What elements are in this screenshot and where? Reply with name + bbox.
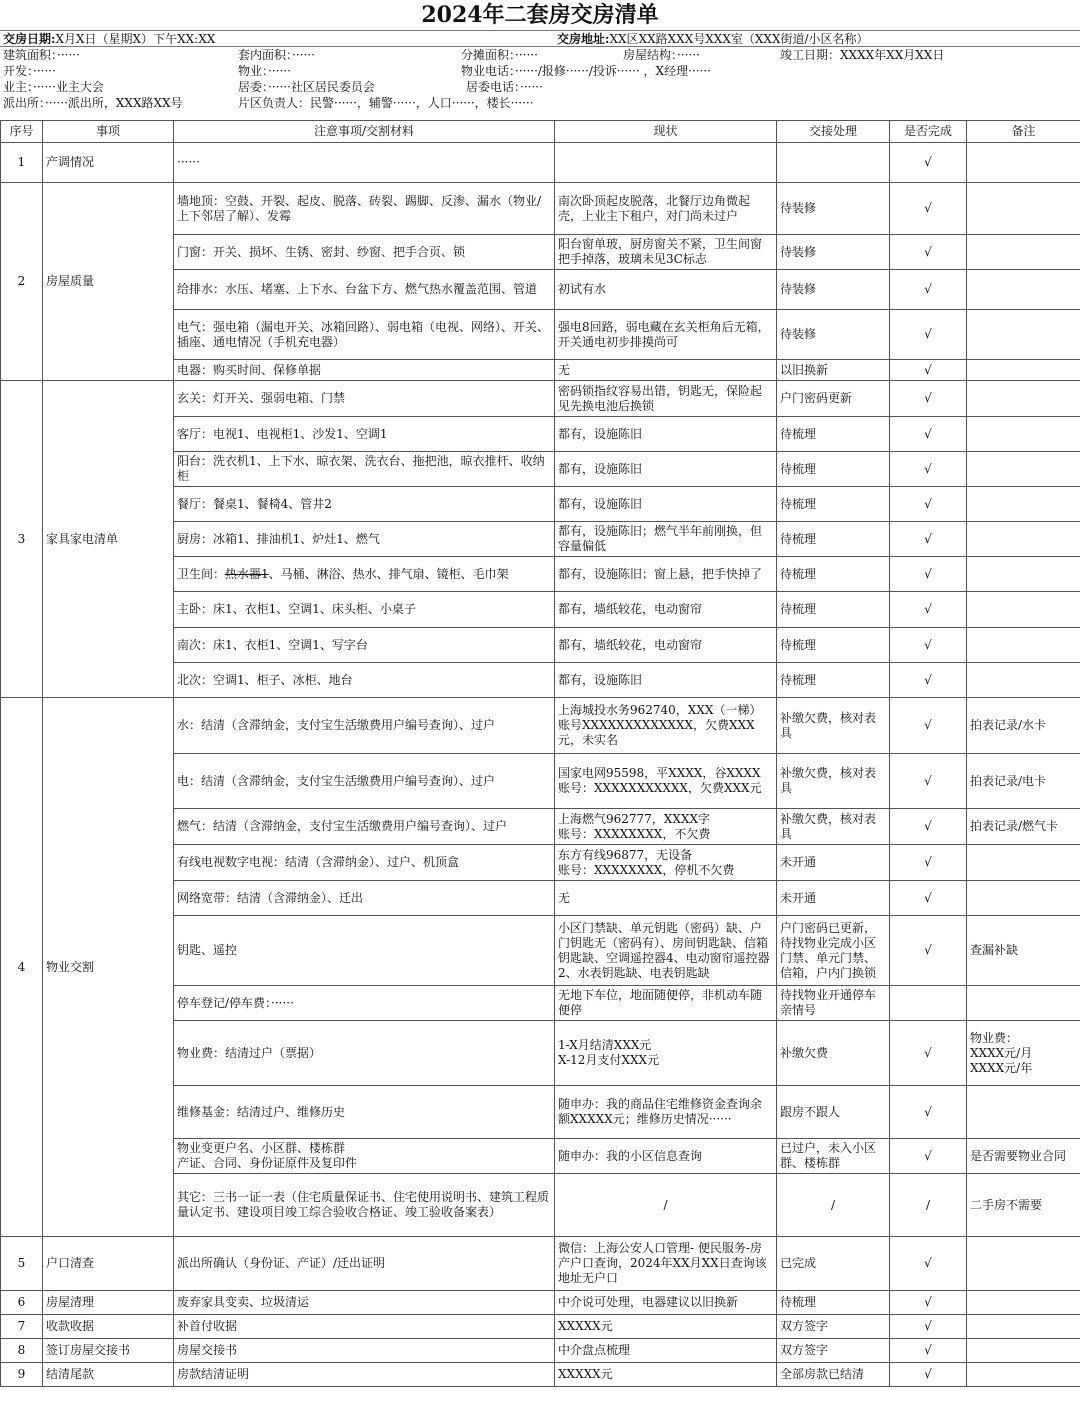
- material-cell: 给排水：水压、堵塞、上下水、台盆下方、燃气热水覆盖范围、管道: [174, 270, 555, 310]
- status-cell: 强电8回路，弱电藏在玄关柜角后无箱，开关通电初步排摸尚可: [555, 310, 777, 360]
- table-body: [1, 143, 1080, 1387]
- material-cell: 北次：空调1、柜子、冰柜、地台: [174, 663, 555, 698]
- status-cell: 无: [555, 360, 777, 381]
- note-cell: [967, 845, 1080, 881]
- action-cell: 待梳理: [777, 592, 890, 628]
- action-cell: 以旧换新: [777, 360, 890, 381]
- section-item: 结清尾款: [43, 1363, 174, 1387]
- note-cell: [967, 417, 1080, 452]
- col-header-no: 序号: [1, 121, 43, 143]
- section-item: 家具家电清单: [43, 381, 174, 698]
- action-cell: 已完成: [777, 1237, 890, 1291]
- action-cell: 待装修: [777, 310, 890, 360]
- action-cell: 已过户，未入小区群、楼栋群: [777, 1139, 890, 1174]
- material-cell: 燃气：结清（含滞纳金，支付宝生活缴费用户编号查询）、过户: [174, 809, 555, 845]
- action-cell: /: [777, 1174, 890, 1237]
- material-cell: 厨房：冰箱1、排油机1、炉灶1、燃气: [174, 522, 555, 557]
- done-cell: √: [890, 1291, 967, 1315]
- inner-area: 套内面积：······: [238, 48, 315, 62]
- action-cell: 待梳理: [777, 487, 890, 522]
- section-item: 房屋清理: [43, 1291, 174, 1315]
- action-cell: 未开通: [777, 845, 890, 881]
- note-cell: [967, 310, 1080, 360]
- note-cell: [967, 522, 1080, 557]
- done-cell: √: [890, 1139, 967, 1174]
- material-cell: 废弃家具变卖、垃圾清运: [174, 1291, 555, 1315]
- section-number: 4: [1, 698, 43, 1237]
- section-item: 物业交割: [43, 698, 174, 1237]
- material-cell: 门窗：开关、损坏、生锈、密封、纱窗、把手合页、锁: [174, 235, 555, 270]
- section-item: 户口清查: [43, 1237, 174, 1291]
- material-cell: 派出所确认（身份证、产证）/迁出证明: [174, 1237, 555, 1291]
- table-row: [1, 698, 1080, 754]
- section-item: 签订房屋交接书: [43, 1339, 174, 1363]
- section-number: 1: [1, 143, 43, 183]
- done-cell: √: [890, 1021, 967, 1086]
- col-header-note: 备注: [967, 121, 1080, 143]
- note-cell: 查漏补缺: [967, 916, 1080, 986]
- action-cell: 待装修: [777, 235, 890, 270]
- section-number: 2: [1, 183, 43, 381]
- done-cell: √: [890, 557, 967, 592]
- done-cell: √: [890, 183, 967, 235]
- status-cell: 都有，设施陈旧；燃气半年前刚换，但容量偏低: [555, 522, 777, 557]
- table-row: [1, 381, 1080, 417]
- status-cell: 阳台窗单玻，厨房窗关不紧，卫生间窗把手掉落，玻璃未见3C标志: [555, 235, 777, 270]
- done-cell: /: [890, 1174, 967, 1237]
- note-cell: [967, 592, 1080, 628]
- note-cell: 拍表记录/燃气卡: [967, 809, 1080, 845]
- status-cell: 都有，设施陈旧: [555, 487, 777, 522]
- status-cell: 1-X月结清XXX元 X-12月支付XXX元: [555, 1021, 777, 1086]
- status-cell: 国家电网95598，平XXXX，谷XXXX 账号：XXXXXXXXXXX，欠费XXX元: [555, 754, 777, 809]
- action-cell: 户门密码更新: [777, 381, 890, 417]
- table-row: [1, 1339, 1080, 1363]
- section-number: 9: [1, 1363, 43, 1387]
- status-cell: 东方有线96877，无设备 账号：XXXXXXXX，停机不欠费: [555, 845, 777, 881]
- done-cell: √: [890, 270, 967, 310]
- material-cell: 其它：三书一证一表（住宅质量保证书、住宅使用说明书、建筑工程质量认定书、建设项目竣工综合验收合格证、竣工验收备案表）: [174, 1174, 555, 1237]
- note-cell: [967, 1363, 1080, 1387]
- section-item: 房屋质量: [43, 183, 174, 381]
- done-cell: √: [890, 845, 967, 881]
- section-number: 7: [1, 1315, 43, 1339]
- note-cell: 拍表记录/电卡: [967, 754, 1080, 809]
- note-cell: [967, 1315, 1080, 1339]
- material-cell: 有线电视数字电视：结清（含滞纳金）、过户、机顶盒: [174, 845, 555, 881]
- action-cell: 待梳理: [777, 663, 890, 698]
- house-structure: 房屋结构：······: [623, 48, 700, 62]
- area-officers: 片区负责人：民警······，辅警······，人口······，楼长······: [238, 96, 534, 110]
- col-header-item: 事项: [43, 121, 174, 143]
- committee-phone: 居委电话：······: [466, 80, 543, 94]
- note-cell: [967, 360, 1080, 381]
- action-cell: 待梳理: [777, 417, 890, 452]
- action-cell: 双方签字: [777, 1315, 890, 1339]
- status-cell: 都有，设施陈旧；窗上悬，把手快掉了: [555, 557, 777, 592]
- done-cell: √: [890, 1237, 967, 1291]
- building-area: 建筑面积：······: [3, 48, 80, 62]
- action-cell: 待梳理: [777, 557, 890, 592]
- material-cell: 客厅：电视1、电视柜1、沙发1、空调1: [174, 417, 555, 452]
- status-cell: /: [555, 1174, 777, 1237]
- status-cell: 上海城投水务962740，XXX（一梯）账号XXXXXXXXXXXXX，欠费XXX元，未实名: [555, 698, 777, 754]
- completion-date: 竣工日期：XXXX年XX月XX日: [780, 48, 945, 62]
- handover-address: [557, 31, 869, 47]
- table-header: [1, 121, 1080, 143]
- status-cell: 南次卧顶起皮脱落，北餐厅边角微起壳，上业主下租户，对门尚未过户: [555, 183, 777, 235]
- status-cell: 微信：上海公安人口管理- 便民服务-房产户口查询，2024年XX月XX日查询该地址无户口: [555, 1237, 777, 1291]
- note-cell: 物业费： XXXX元/月 XXXX元/年: [967, 1021, 1080, 1086]
- material-cell: 补首付收据: [174, 1315, 555, 1339]
- action-cell: 待装修: [777, 270, 890, 310]
- action-cell: 补缴欠费，核对表具: [777, 809, 890, 845]
- material-cell: 物业费：结清过户（票据）: [174, 1021, 555, 1086]
- action-cell: 跟房不跟人: [777, 1086, 890, 1139]
- status-cell: 小区门禁缺、单元钥匙（密码）缺、户门钥匙无（密码有）、房间钥匙缺、信箱钥匙缺、空调遥控器4、电动窗帘遥控器2、水表钥匙缺、电表钥匙缺: [555, 916, 777, 986]
- header-row: [1, 121, 1080, 143]
- status-cell: 都有，设施陈旧: [555, 663, 777, 698]
- note-cell: [967, 986, 1080, 1021]
- table-row: [1, 143, 1080, 183]
- action-cell: 待梳理: [777, 522, 890, 557]
- done-cell: √: [890, 417, 967, 452]
- action-cell: 双方签字: [777, 1339, 890, 1363]
- owner-assembly: 业主：······业主大会: [3, 80, 104, 94]
- action-cell: 待找物业开通停车亲情号: [777, 986, 890, 1021]
- section-number: 8: [1, 1339, 43, 1363]
- material-text: 、马桶、淋浴、热水、排气扇、镜柜、毛巾架: [268, 566, 509, 581]
- note-cell: [967, 1291, 1080, 1315]
- col-header-action: 交接处理: [777, 121, 890, 143]
- material-cell: [174, 557, 555, 592]
- note-cell: [967, 143, 1080, 183]
- note-cell: [967, 235, 1080, 270]
- developer: 开发：······: [3, 64, 56, 78]
- action-cell: 待装修: [777, 183, 890, 235]
- status-cell: 都有，设施陈旧: [555, 452, 777, 487]
- status-cell: XXXXX元: [555, 1363, 777, 1387]
- done-cell: √: [890, 522, 967, 557]
- done-cell: √: [890, 1315, 967, 1339]
- col-header-status: 现状: [555, 121, 777, 143]
- action-cell: 补缴欠费，核对表具: [777, 698, 890, 754]
- done-cell: √: [890, 698, 967, 754]
- done-cell: √: [890, 663, 967, 698]
- note-cell: [967, 663, 1080, 698]
- table-row: [1, 1315, 1080, 1339]
- done-cell: √: [890, 754, 967, 809]
- done-cell: √: [890, 487, 967, 522]
- handover-date: [3, 31, 215, 47]
- page-title: 2024年二套房交房清单: [421, 2, 659, 28]
- done-cell: √: [890, 809, 967, 845]
- handover-address-value: XX区XX路XXX号XXX室（XXX街道/小区名称）: [609, 32, 869, 46]
- action-cell: 户门密码已更新，待找物业完成小区门禁、单元门禁、信箱，户内门换锁: [777, 916, 890, 986]
- handover-date-label: 交房日期:: [3, 32, 56, 46]
- note-cell: [967, 557, 1080, 592]
- note-cell: [967, 452, 1080, 487]
- checklist-table: [0, 120, 1080, 1387]
- handover-address-label: 交房地址:: [557, 32, 610, 46]
- done-cell: √: [890, 235, 967, 270]
- material-cell: ······: [174, 143, 555, 183]
- material-cell: 钥匙、遥控: [174, 916, 555, 986]
- done-cell: √: [890, 628, 967, 663]
- status-cell: 中介说可处理，电器建议以旧换新: [555, 1291, 777, 1315]
- section-number: 6: [1, 1291, 43, 1315]
- material-cell: 主卧：床1、衣柜1、空调1、床头柜、小桌子: [174, 592, 555, 628]
- note-cell: [967, 1237, 1080, 1291]
- property-company: 物业：······: [238, 64, 291, 78]
- material-cell: 阳台：洗衣机1、上下水、晾衣架、洗衣台、拖把池，晾衣推杆、收纳柜: [174, 452, 555, 487]
- material-text: 卫生间：: [177, 566, 226, 581]
- handover-date-value: X月X日（星期X）下午XX:XX: [55, 32, 216, 46]
- note-cell: 是否需要物业合同: [967, 1139, 1080, 1174]
- col-header-done: 是否完成: [890, 121, 967, 143]
- material-cell: 电器：购买时间、保修单据: [174, 360, 555, 381]
- note-cell: [967, 183, 1080, 235]
- status-cell: 都有，墙纸较花，电动窗帘: [555, 592, 777, 628]
- material-cell: 网络宽带：结清（含滞纳金）、迁出: [174, 881, 555, 916]
- section-number: 3: [1, 381, 43, 698]
- note-cell: [967, 270, 1080, 310]
- done-cell: √: [890, 360, 967, 381]
- note-cell: 拍表记录/水卡: [967, 698, 1080, 754]
- action-cell: 未开通: [777, 881, 890, 916]
- material-cell: 物业变更户名、小区群、楼栋群 产证、合同、身份证原件及复印件: [174, 1139, 555, 1174]
- status-cell: 随申办：我的小区信息查询: [555, 1139, 777, 1174]
- material-cell: 电：结清（含滞纳金，支付宝生活缴费用户编号查询）、过户: [174, 754, 555, 809]
- done-cell: √: [890, 1363, 967, 1387]
- property-phone: 物业电话：······/报修······/投诉······ ，X经理······: [461, 64, 711, 78]
- action-cell: 补缴欠费，核对表具: [777, 754, 890, 809]
- done-cell: √: [890, 310, 967, 360]
- material-cell: 停车登记/停车费：······: [174, 986, 555, 1021]
- status-cell: 无地下车位，地面随便停，非机动车随便停: [555, 986, 777, 1021]
- material-cell: 南次：床1、衣柜1、空调1、写字台: [174, 628, 555, 663]
- residents-committee: 居委：······社区居民委员会: [238, 80, 375, 94]
- done-cell: √: [890, 143, 967, 183]
- note-cell: [967, 381, 1080, 417]
- table-row: [1, 183, 1080, 235]
- section-number: 5: [1, 1237, 43, 1291]
- action-cell: [777, 143, 890, 183]
- material-cell: 电气：强电箱（漏电开关、冰箱回路）、弱电箱（电视、网络）、开关、插座、通电情况（手机充电器）: [174, 310, 555, 360]
- material-cell: 玄关：灯开关、强弱电箱、门禁: [174, 381, 555, 417]
- status-cell: 中介盘点梳理: [555, 1339, 777, 1363]
- done-cell: √: [890, 452, 967, 487]
- struck-item: 热水器1: [225, 566, 269, 581]
- done-cell: √: [890, 916, 967, 986]
- material-cell: 餐厅：餐桌1、餐椅4、管井2: [174, 487, 555, 522]
- status-cell: 都有，设施陈旧: [555, 417, 777, 452]
- shared-area: 分摊面积：······: [461, 48, 538, 62]
- action-cell: 待梳理: [777, 1291, 890, 1315]
- done-cell: √: [890, 381, 967, 417]
- done-cell: [890, 986, 967, 1021]
- status-cell: XXXXX元: [555, 1315, 777, 1339]
- table-row: [1, 1291, 1080, 1315]
- status-cell: 上海燃气962777，XXXX字 账号：XXXXXXXX，不欠费: [555, 809, 777, 845]
- status-cell: 随申办：我的商品住宅维修资金查询余额XXXXX元；维修历史情况······: [555, 1086, 777, 1139]
- status-cell: 初试有水: [555, 270, 777, 310]
- material-cell: 水：结清（含滞纳金，支付宝生活缴费用户编号查询）、过户: [174, 698, 555, 754]
- note-cell: [967, 628, 1080, 663]
- table-row: [1, 1237, 1080, 1291]
- done-cell: √: [890, 881, 967, 916]
- col-header-material: 注意事项/交割材料: [174, 121, 555, 143]
- status-cell: [555, 143, 777, 183]
- material-cell: 房款结清证明: [174, 1363, 555, 1387]
- material-cell: 维修基金：结清过户、维修历史: [174, 1086, 555, 1139]
- material-cell: 墙地顶：空鼓、开裂、起皮、脱落、砖裂、踢脚、反渗、漏水（物业/上下邻居了解）、发霉: [174, 183, 555, 235]
- action-cell: 补缴欠费: [777, 1021, 890, 1086]
- action-cell: 全部房款已结清: [777, 1363, 890, 1387]
- police-station: 派出所：······派出所，XXX路XX号: [3, 96, 183, 110]
- done-cell: √: [890, 1086, 967, 1139]
- note-cell: [967, 487, 1080, 522]
- table-row: [1, 1363, 1080, 1387]
- done-cell: √: [890, 1339, 967, 1363]
- note-cell: [967, 881, 1080, 916]
- section-item: 产调情况: [43, 143, 174, 183]
- note-cell: [967, 1086, 1080, 1139]
- action-cell: 待梳理: [777, 628, 890, 663]
- done-cell: √: [890, 592, 967, 628]
- section-item: 收款收据: [43, 1315, 174, 1339]
- note-cell: 二手房不需要: [967, 1174, 1080, 1237]
- note-cell: [967, 1339, 1080, 1363]
- status-cell: 无: [555, 881, 777, 916]
- status-cell: 都有，墙纸较花，电动窗帘: [555, 628, 777, 663]
- action-cell: 待梳理: [777, 452, 890, 487]
- status-cell: 密码锁指纹容易出错，钥匙无，保险起见先换电池后换锁: [555, 381, 777, 417]
- material-cell: 房屋交接书: [174, 1339, 555, 1363]
